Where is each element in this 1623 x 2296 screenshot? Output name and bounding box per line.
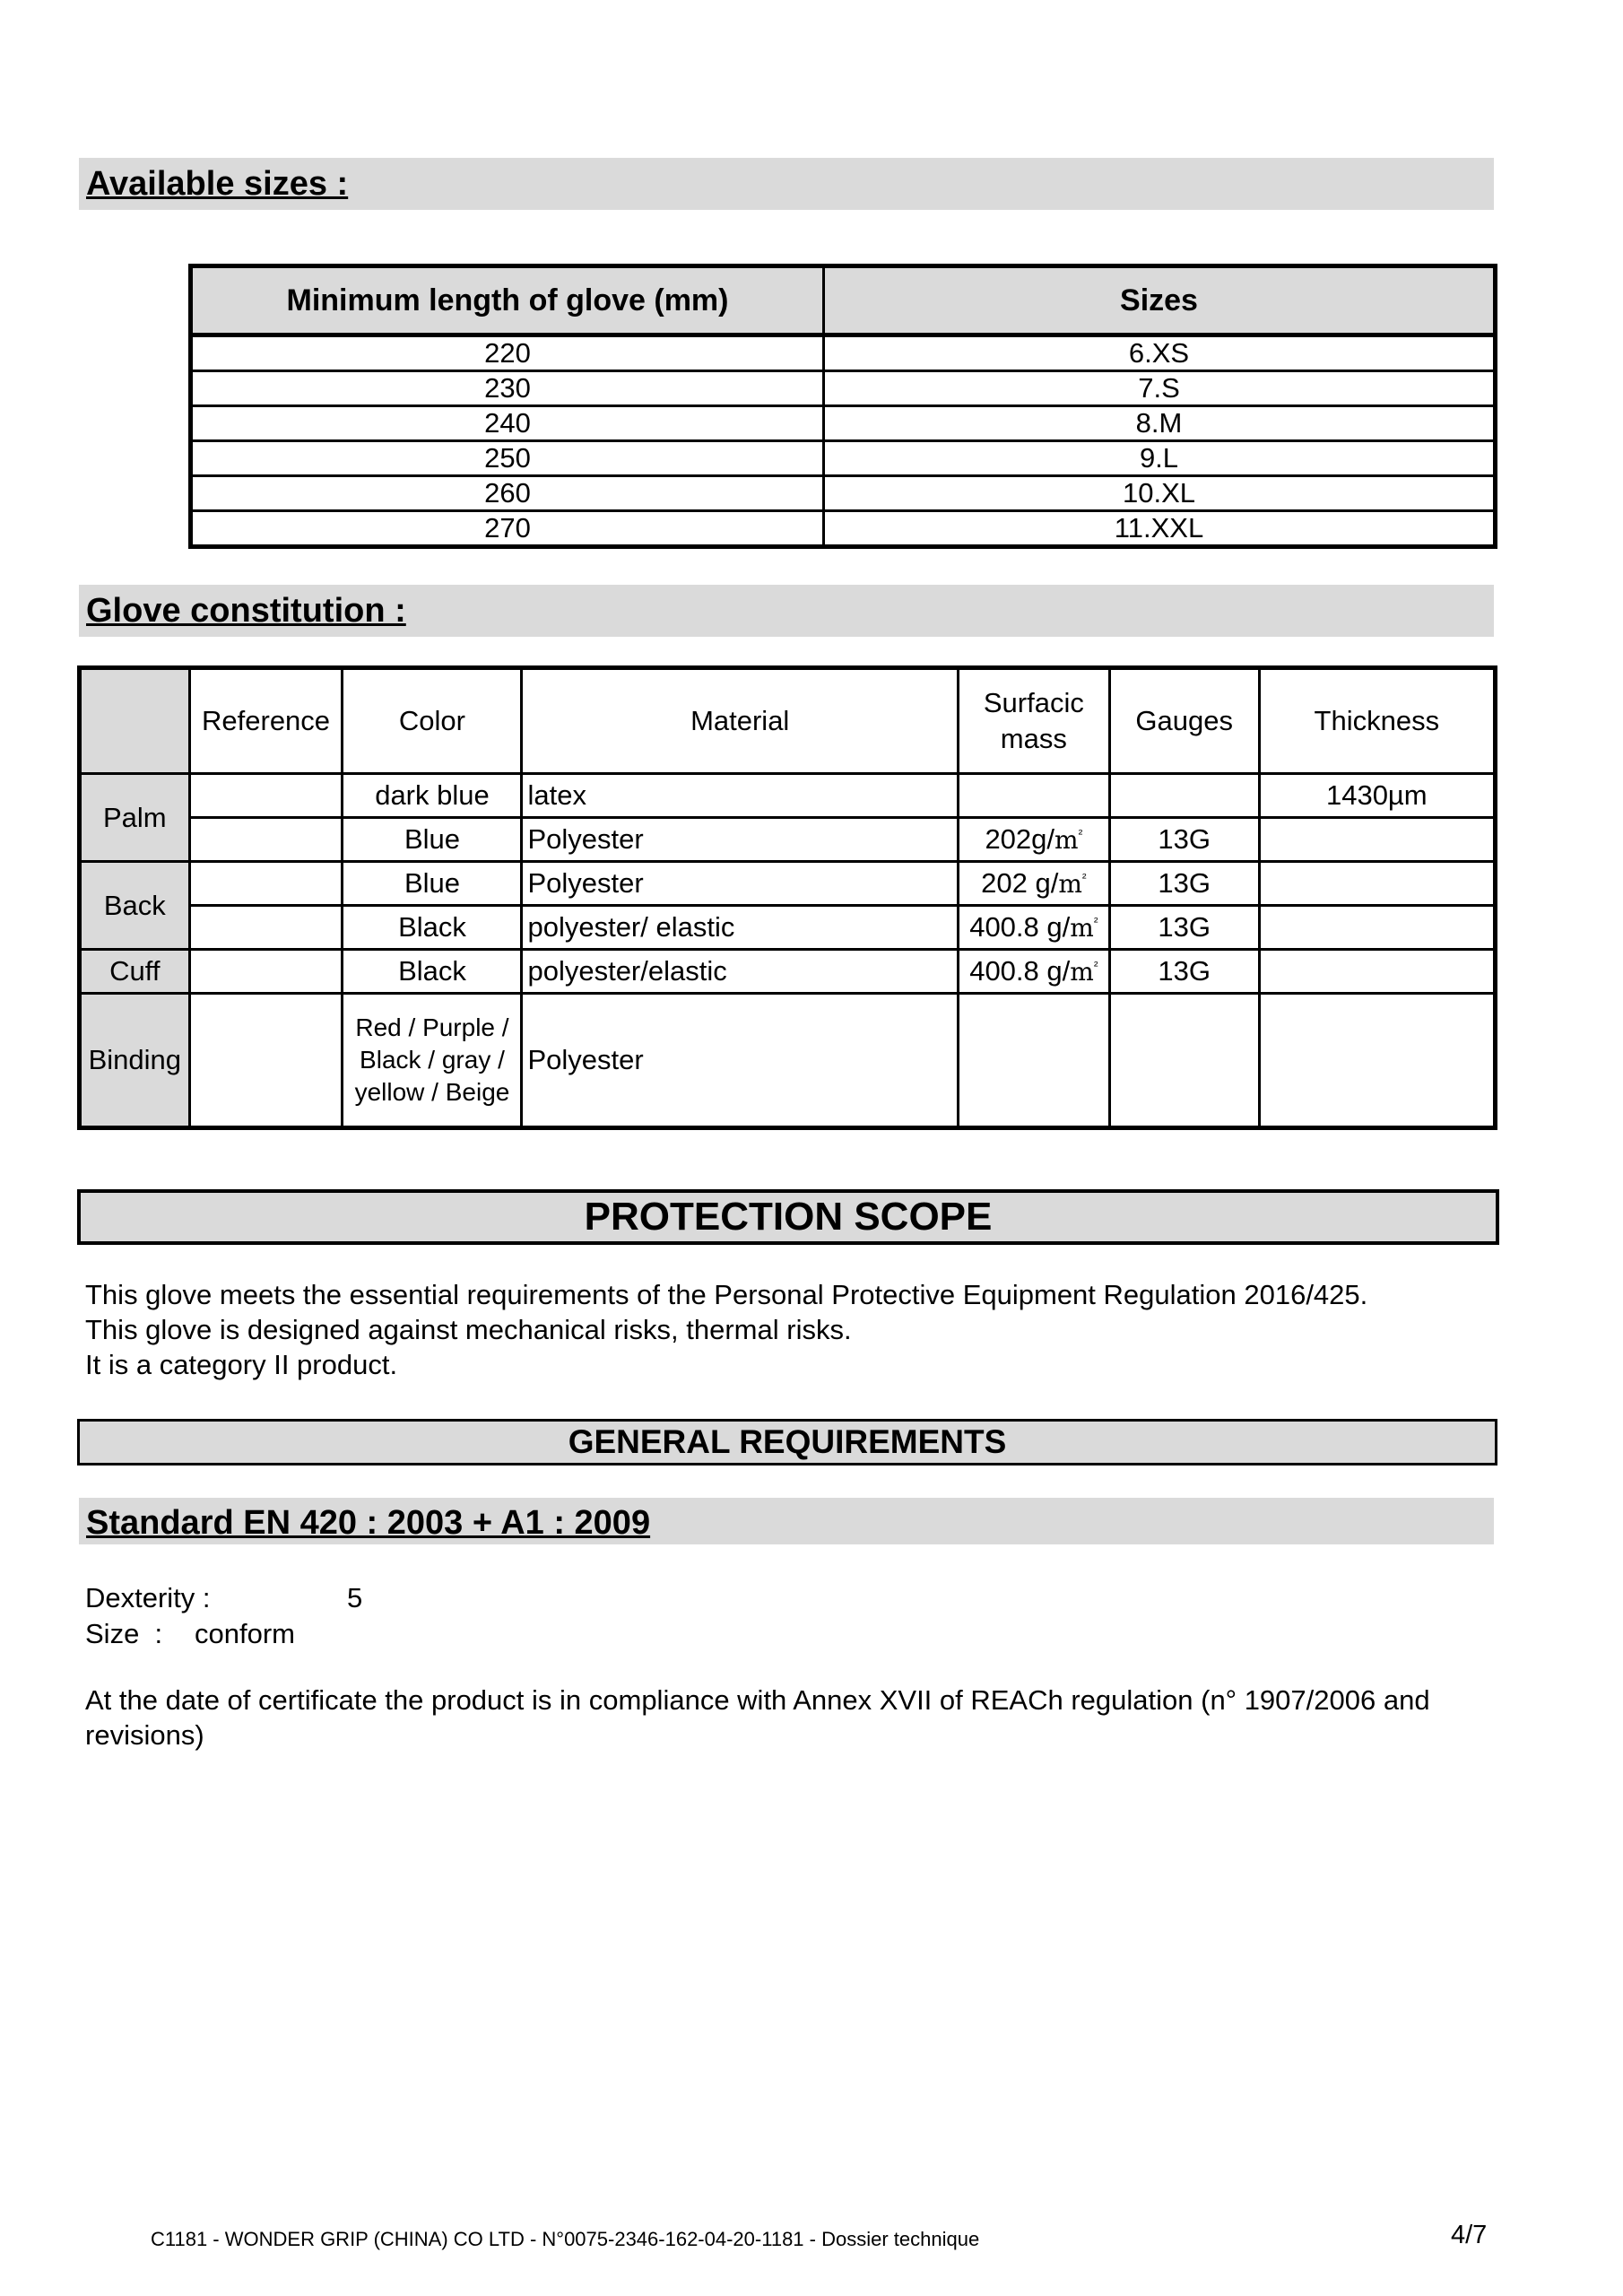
reference-cell <box>189 862 343 906</box>
surfacic-mass-cell <box>958 774 1109 818</box>
length-cell: 220 <box>191 335 824 371</box>
surfacic-mass-cell: 400.8 $g/m^{^2}$ <box>958 906 1109 950</box>
general-requirements-header <box>77 1419 1497 1465</box>
material-cell: Polyester <box>522 862 958 906</box>
thickness-cell <box>1259 994 1495 1128</box>
constitution-header-row <box>80 668 1496 774</box>
color-cell: Blue <box>343 862 522 906</box>
size-cell: 11.XXL <box>824 511 1496 547</box>
length-cell: 240 <box>191 406 824 441</box>
dexterity-value: 5 <box>347 1582 363 1613</box>
size-value: conform <box>195 1618 295 1649</box>
reach-line: At the date of certificate the product is in compliance with Annex XVII of REACh regulation (n° 1907/2006 and <box>85 1684 1430 1716</box>
reach-line: revisions) <box>85 1719 204 1751</box>
binding-color-line: yellow / Beige <box>354 1078 510 1106</box>
size-cell: 6.XS <box>824 335 1496 371</box>
gauge-cell <box>1109 994 1259 1128</box>
thickness-cell <box>1259 818 1495 862</box>
zone-cuff: Cuff <box>80 950 190 994</box>
surfacic-mass-cell: 202 $g/m^{^2}$ <box>958 862 1109 906</box>
material-cell: Polyester <box>522 994 958 1128</box>
thickness-cell <box>1259 862 1495 906</box>
color-cell: Black <box>343 906 522 950</box>
material-cell: latex <box>522 774 958 818</box>
zone-palm: Palm <box>80 774 190 862</box>
standard-header <box>79 1498 1494 1544</box>
table-row <box>191 371 1496 406</box>
material-header: Material <box>522 668 958 774</box>
table-row <box>191 476 1496 511</box>
thickness-cell <box>1259 950 1495 994</box>
material-cell: polyester/ elastic <box>522 906 958 950</box>
zone-binding: Binding <box>80 994 190 1128</box>
table-row <box>80 906 1496 950</box>
protection-scope-header <box>77 1189 1499 1245</box>
zone-header-blank <box>80 668 190 774</box>
gauge-cell: 13G <box>1109 950 1259 994</box>
footer-text: C1181 - WONDER GRIP (CHINA) CO LTD - N°0075-2346-162-04-20-1181 - Dossier technique <box>151 2228 980 2250</box>
table-row <box>80 950 1496 994</box>
glove-constitution-header <box>79 585 1494 637</box>
mass-value: 202 g/ <box>981 867 1059 899</box>
mass-unit: m <box>1055 825 1079 855</box>
mass-unit: m <box>1058 869 1082 899</box>
reference-cell <box>189 950 343 994</box>
zone-back: Back <box>80 862 190 950</box>
min-length-header: Minimum length of glove (mm) <box>191 266 824 335</box>
color-header: Color <box>343 668 522 774</box>
table-row <box>191 441 1496 476</box>
protection-scope-title: PROTECTION SCOPE <box>584 1195 993 1239</box>
table-row <box>80 818 1496 862</box>
mass-value: 400.8 g/ <box>969 911 1071 943</box>
constitution-table <box>77 665 1497 1130</box>
page-number: 4/7 <box>1451 2221 1488 2249</box>
gauge-cell: 13G <box>1109 906 1259 950</box>
sizes-header: Sizes <box>824 266 1496 335</box>
length-cell: 250 <box>191 441 824 476</box>
surfacic-mass-label: Surfacic mass <box>983 687 1084 754</box>
glove-constitution-title: Glove constitution : <box>86 592 406 630</box>
sizes-table <box>188 264 1497 549</box>
protection-scope-text <box>85 1277 1367 1382</box>
reference-header: Reference <box>189 668 343 774</box>
size-cell: 9.L <box>824 441 1496 476</box>
dexterity-label: Dexterity : <box>85 1582 211 1613</box>
gauges-header: Gauges <box>1109 668 1259 774</box>
table-row <box>191 511 1496 547</box>
protection-line: This glove is designed against mechanical risks, thermal risks. <box>85 1314 852 1345</box>
mass-value: 400.8 g/ <box>969 955 1071 987</box>
material-cell: Polyester <box>522 818 958 862</box>
mass-value: 202g/ <box>985 823 1055 855</box>
size-cell: 10.XL <box>824 476 1496 511</box>
surfacic-mass-cell: $202g/m^{^2}$ <box>958 818 1109 862</box>
table-row <box>80 774 1496 818</box>
binding-color-line: Black / gray / <box>360 1046 505 1074</box>
color-cell: Black <box>343 950 522 994</box>
material-cell: polyester/elastic <box>522 950 958 994</box>
size-line <box>85 1616 295 1651</box>
standard-title: Standard EN 420 : 2003 + A1 : 2009 <box>86 1504 651 1542</box>
gauge-cell: 13G <box>1109 818 1259 862</box>
binding-color-cell <box>343 994 522 1128</box>
available-sizes-title: Available sizes : <box>86 165 349 203</box>
reach-compliance-text <box>85 1683 1430 1752</box>
table-row <box>191 335 1496 371</box>
surfacic-mass-cell <box>958 994 1109 1128</box>
protection-line: This glove meets the essential requirements of the Personal Protective Equipment Regulation 2016/425. <box>85 1279 1368 1310</box>
length-cell: 260 <box>191 476 824 511</box>
available-sizes-header <box>79 158 1494 210</box>
length-cell: 270 <box>191 511 824 547</box>
reference-cell <box>189 774 343 818</box>
length-cell: 230 <box>191 371 824 406</box>
surfacic-mass-header <box>958 668 1109 774</box>
color-cell: dark blue <box>343 774 522 818</box>
mass-unit: m <box>1070 913 1094 943</box>
general-requirements-title: GENERAL REQUIREMENTS <box>568 1423 1007 1460</box>
protection-line: It is a category II product. <box>85 1349 398 1380</box>
mass-unit: m <box>1070 957 1094 987</box>
size-cell: 8.M <box>824 406 1496 441</box>
size-label: Size : <box>85 1618 163 1649</box>
size-cell: 7.S <box>824 371 1496 406</box>
gauge-cell <box>1109 774 1259 818</box>
sizes-table-header <box>191 266 1496 335</box>
reference-cell <box>189 906 343 950</box>
thickness-cell <box>1259 906 1495 950</box>
table-row <box>191 406 1496 441</box>
color-cell: Blue <box>343 818 522 862</box>
surfacic-mass-cell: 400.8 $g/m^{^2}$ <box>958 950 1109 994</box>
binding-color-line: Red / Purple / <box>355 1013 509 1041</box>
reference-cell <box>189 818 343 862</box>
table-row <box>80 994 1496 1128</box>
thickness-cell: 1430µm <box>1259 774 1495 818</box>
gauge-cell: 13G <box>1109 862 1259 906</box>
thickness-header: Thickness <box>1259 668 1495 774</box>
reference-cell <box>189 994 343 1128</box>
table-row <box>80 862 1496 906</box>
dexterity-line <box>85 1580 363 1615</box>
